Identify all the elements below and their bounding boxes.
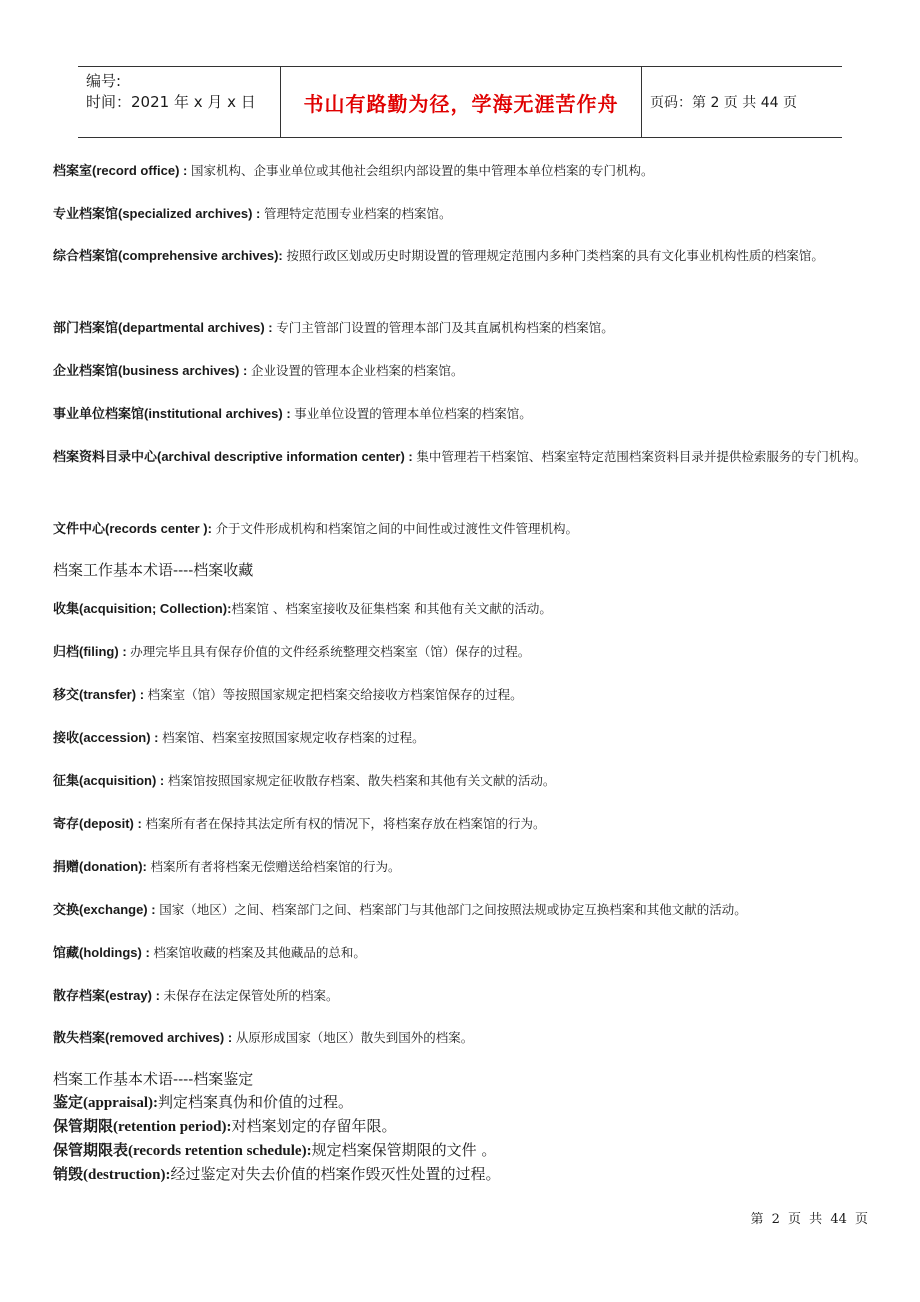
term-sep: : xyxy=(142,859,151,874)
term-entry xyxy=(53,637,873,667)
term-entry xyxy=(53,723,873,753)
term-sep: : xyxy=(165,1167,171,1183)
term-sep: : xyxy=(252,206,264,221)
term-sep: : xyxy=(141,945,154,960)
term-entry xyxy=(53,766,873,796)
term-entry xyxy=(53,981,873,1011)
term: 征集(acquisition) xyxy=(53,773,157,788)
definition: 从原形成国家（地区）散失到国外的档案。 xyxy=(235,1030,474,1045)
term-sep: : xyxy=(153,1095,159,1111)
definition: 国家机构、企事业单位或其他社会组织内部设置的集中管理本单位档案的专门机构。 xyxy=(190,163,654,178)
term-sep: : xyxy=(278,248,287,263)
term-entry xyxy=(53,1162,501,1188)
term-sep: : xyxy=(136,687,148,702)
term-entry xyxy=(53,1090,353,1116)
term-sep: : xyxy=(239,363,251,378)
term: 散失档案(removed archives) xyxy=(53,1030,225,1045)
term: 捐赠(donation) xyxy=(53,859,143,874)
definition: 专门主管部门设置的管理本部门及其直属机构档案的档案馆。 xyxy=(276,320,614,335)
definition: 规定档案保管期限的文件 。 xyxy=(311,1141,497,1159)
term-entry xyxy=(53,680,873,710)
page-header xyxy=(78,66,842,138)
term: 保管期限(retention period) xyxy=(53,1119,227,1135)
term-entry xyxy=(53,442,873,472)
term: 部门档案馆(departmental archives) xyxy=(53,320,265,335)
term: 综合档案馆(comprehensive archives) xyxy=(53,248,279,263)
term: 移交(transfer) xyxy=(53,687,137,702)
definition: 档案馆 、档案室接收及征集档案 和其他有关文献的活动。 xyxy=(231,601,552,616)
term: 保管期限表(records retention schedule) xyxy=(53,1143,307,1159)
definition: 管理特定范围专业档案的档案馆。 xyxy=(263,206,452,221)
time-label: 时间：2021 年 x 月 x 日 xyxy=(86,93,256,111)
term: 接收(accession) xyxy=(53,730,151,745)
term: 馆藏(holdings) xyxy=(53,945,142,960)
definition: 企业设置的管理本企业档案的档案馆。 xyxy=(250,363,464,378)
term-sep: : xyxy=(207,521,216,536)
definition: 档案馆收藏的档案及其他藏品的总和。 xyxy=(153,945,366,960)
header-page-info: 页码：第 2 页 共 44 页 xyxy=(650,95,797,111)
term-entry xyxy=(53,852,873,882)
term-entry xyxy=(53,514,873,544)
definition: 按照行政区划或历史时期设置的管理规定范围内多种门类档案的具有文化事业机构性质的档案馆。 xyxy=(286,248,824,263)
term-entry xyxy=(53,895,873,925)
definition: 国家（地区）之间、档案部门之间、档案部门与其他部门之间按照法规或协定互换档案和其他文献的活动。 xyxy=(159,902,747,917)
term-sep: : xyxy=(151,988,164,1003)
term-sep: : xyxy=(179,163,191,178)
term: 寄存(deposit) xyxy=(53,816,134,831)
term: 专业档案馆(specialized archives) xyxy=(53,206,253,221)
term-sep: : xyxy=(150,730,163,745)
term-entry xyxy=(53,156,873,186)
term: 交换(exchange) xyxy=(53,902,148,917)
term-entry xyxy=(53,1114,396,1140)
term-entry xyxy=(53,399,873,429)
definition: 事业单位设置的管理本单位档案的档案馆。 xyxy=(294,406,532,421)
header-motto: 书山有路勤为径，学海无涯苦作舟 xyxy=(281,67,642,137)
term: 事业单位档案馆(institutional archives) xyxy=(53,406,283,421)
term-sep: : xyxy=(224,1030,236,1045)
definition: 经过鉴定对失去价值的档案作毁灭性处置的过程。 xyxy=(170,1165,501,1183)
definition: 档案所有者将档案无偿赠送给档案馆的行为。 xyxy=(150,859,401,874)
definition: 办理完毕且具有保存价值的文件经系统整理交档案室（馆）保存的过程。 xyxy=(130,644,531,659)
term: 散存档案(estray) xyxy=(53,988,152,1003)
term-sep: : xyxy=(227,601,232,616)
term-entry xyxy=(53,313,873,343)
term-sep: : xyxy=(156,773,168,788)
term: 收集(acquisition; Collection) xyxy=(53,601,228,616)
definition: 档案馆按照国家规定征收散存档案、散失档案和其他有关文献的活动。 xyxy=(167,773,556,788)
term-sep: : xyxy=(306,1143,312,1159)
term: 档案资料目录中心(archival descriptive information center) xyxy=(53,449,405,464)
header-meta xyxy=(78,67,281,137)
definition: 集中管理若干档案馆、档案室特定范围档案资料目录并提供检索服务的专门机构。 xyxy=(416,449,867,464)
section-heading: 档案工作基本术语----档案收藏 xyxy=(53,561,254,579)
term-entry xyxy=(53,356,873,386)
term-sep: : xyxy=(226,1119,232,1135)
definition: 未保存在法定保管处所的档案。 xyxy=(163,988,339,1003)
definition: 档案室（馆）等按照国家规定把档案交给接收方档案馆保存的过程。 xyxy=(147,687,523,702)
definition: 判定档案真伪和价值的过程。 xyxy=(158,1093,354,1111)
term: 企业档案馆(business archives) xyxy=(53,363,240,378)
term-entry xyxy=(53,241,873,271)
page-footer: 第 2 页 共 44 页 xyxy=(750,1212,868,1227)
term: 鉴定(appraisal) xyxy=(53,1095,154,1111)
term-entry xyxy=(53,809,873,839)
section-heading: 档案工作基本术语----档案鉴定 xyxy=(53,1070,254,1088)
term-entry xyxy=(53,594,873,624)
term-sep: : xyxy=(282,406,295,421)
term-entry xyxy=(53,938,873,968)
term: 档案室(record office) xyxy=(53,163,180,178)
term-entry xyxy=(53,199,873,229)
definition: 档案馆、档案室按照国家规定收存档案的过程。 xyxy=(162,730,425,745)
definition: 对档案划定的存留年限。 xyxy=(231,1117,397,1135)
term-entry xyxy=(53,1138,496,1164)
term-sep: : xyxy=(133,816,146,831)
term: 文件中心(records center ) xyxy=(53,521,208,536)
term-sep: : xyxy=(118,644,131,659)
number-label: 编号: xyxy=(86,72,122,90)
term: 归档(filing) xyxy=(53,644,119,659)
term-sep: : xyxy=(264,320,277,335)
definition: 档案所有者在保持其法定所有权的情况下，将档案存放在档案馆的行为。 xyxy=(145,816,546,831)
term: 销毁(destruction) xyxy=(53,1167,166,1183)
term-sep: : xyxy=(147,902,160,917)
term-sep: : xyxy=(404,449,417,464)
definition: 介于文件形成机构和档案馆之间的中间性或过渡性文件管理机构。 xyxy=(215,521,579,536)
term-entry xyxy=(53,1023,873,1053)
